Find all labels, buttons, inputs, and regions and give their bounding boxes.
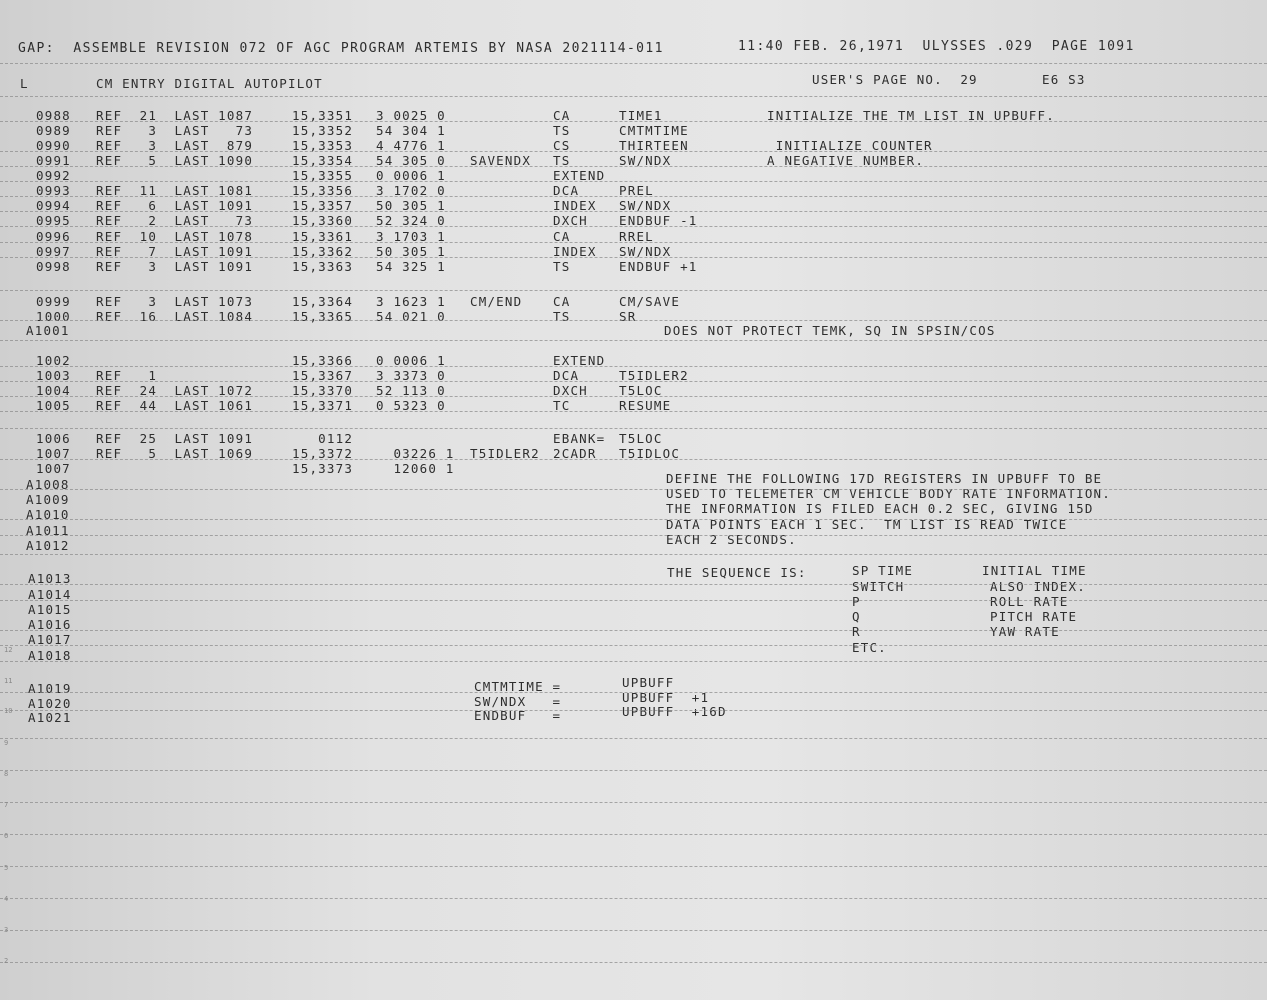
line-number: 0988: [36, 108, 71, 123]
ref-column: REF 3 LAST 879: [96, 138, 254, 153]
equate-name: SW/NDX =: [474, 694, 562, 709]
address: 15,3364: [292, 294, 354, 309]
ruled-line: [0, 63, 1267, 64]
operand: RESUME: [619, 398, 672, 413]
sequence-item: Q: [852, 609, 861, 624]
ruled-line: [0, 554, 1267, 555]
ruled-line: [0, 802, 1267, 803]
address: 15,3360: [292, 213, 354, 228]
opcode: DXCH: [553, 213, 588, 228]
address: 15,3361: [292, 229, 354, 244]
opcode: INDEX: [553, 198, 597, 213]
margin-mark: 7: [4, 801, 9, 809]
line-number: 0991: [36, 153, 71, 168]
line-number: 1007: [36, 446, 71, 461]
opcode: DCA: [553, 183, 580, 198]
ruled-line: [0, 710, 1267, 711]
octal-word: 3 1623 1: [376, 294, 446, 309]
line-number: A1010: [26, 507, 70, 522]
operand: THIRTEEN: [619, 138, 689, 153]
line-number: 0994: [36, 198, 71, 213]
ref-column: REF 25 LAST 1091: [96, 431, 254, 446]
line-number: 1007: [36, 461, 71, 476]
equate-value: UPBUFF +1: [622, 690, 710, 705]
comment: DEFINE THE FOLLOWING 17D REGISTERS IN UPBUFF TO BE: [666, 471, 1103, 486]
octal-word: 50 305 1: [376, 244, 446, 259]
operand: CM/SAVE: [619, 294, 681, 309]
octal-word: 50 305 1: [376, 198, 446, 213]
ref-column: REF 3 LAST 1091: [96, 259, 254, 274]
address: 15,3372: [292, 446, 354, 461]
sequence-description: YAW RATE: [990, 624, 1060, 639]
opcode: CA: [553, 229, 571, 244]
label: CM/END: [470, 294, 523, 309]
operand: PREL: [619, 183, 654, 198]
margin-mark: 10: [4, 707, 13, 715]
opcode: CS: [553, 138, 571, 153]
operand: SW/NDX: [619, 244, 672, 259]
ruled-line: [0, 645, 1267, 646]
octal-word: 0 0006 1: [376, 353, 446, 368]
ruled-line: [0, 600, 1267, 601]
opcode: TS: [553, 123, 571, 138]
line-number: 0993: [36, 183, 71, 198]
ruled-line: [0, 211, 1267, 212]
ruled-line: [0, 834, 1267, 835]
ruled-line: [0, 898, 1267, 899]
opcode: 2CADR: [553, 446, 597, 461]
ruled-line: [0, 692, 1267, 693]
ref-column: REF 11 LAST 1081: [96, 183, 254, 198]
operand: T5IDLER2: [619, 368, 689, 383]
address: 15,3373: [292, 461, 354, 476]
line-number: 0996: [36, 229, 71, 244]
ref-column: REF 24 LAST 1072: [96, 383, 254, 398]
sequence-item: SWITCH: [852, 579, 905, 594]
ruled-line: [0, 257, 1267, 258]
line-number: A1021: [28, 710, 72, 725]
ruled-line: [0, 770, 1267, 771]
octal-word: 3 3373 0: [376, 368, 446, 383]
octal-word: 54 305 0: [376, 153, 446, 168]
opcode: EBANK=: [553, 431, 606, 446]
ref-column: REF 16 LAST 1084: [96, 309, 254, 324]
ruled-line: [0, 320, 1267, 321]
sequence-item: SP TIME: [852, 563, 914, 578]
ref-column: REF 3 LAST 1073: [96, 294, 254, 309]
comment: DOES NOT PROTECT TEMK, SQ IN SPSIN/COS: [664, 323, 996, 338]
margin-mark: 4: [4, 895, 9, 903]
opcode: CA: [553, 294, 571, 309]
opcode: EXTEND: [553, 353, 606, 368]
octal-word: 52 324 0: [376, 213, 446, 228]
ruled-line: [0, 489, 1267, 490]
margin-mark: 6: [4, 832, 9, 840]
comment: A NEGATIVE NUMBER.: [767, 153, 925, 168]
opcode: TS: [553, 153, 571, 168]
ruled-line: [0, 584, 1267, 585]
ruled-line: [0, 121, 1267, 122]
operand: SW/NDX: [619, 153, 672, 168]
operand: CMTMTIME: [619, 123, 689, 138]
line-number: A1008: [26, 477, 70, 492]
line-number: A1013: [28, 571, 72, 586]
line-number: 0999: [36, 294, 71, 309]
line-number: 1002: [36, 353, 71, 368]
ref-column: REF 10 LAST 1078: [96, 229, 254, 244]
line-number: A1015: [28, 602, 72, 617]
operand: T5LOC: [619, 431, 663, 446]
ruled-line: [0, 366, 1267, 367]
ruled-line: [0, 519, 1267, 520]
equate-value: UPBUFF +16D: [622, 704, 727, 719]
equate-name: CMTMTIME =: [474, 679, 562, 694]
octal-word: 03226 1: [376, 446, 455, 461]
line-number: A1018: [28, 648, 72, 663]
ref-column: REF 7 LAST 1091: [96, 244, 254, 259]
octal-word: 54 304 1: [376, 123, 446, 138]
line-number: 1000: [36, 309, 71, 324]
ruled-line: [0, 151, 1267, 152]
comment: EACH 2 SECONDS.: [666, 532, 797, 547]
ruled-line: [0, 242, 1267, 243]
opcode: DXCH: [553, 383, 588, 398]
ruled-line: [0, 428, 1267, 429]
section-code: E6 S3: [1042, 72, 1086, 87]
ruled-line: [0, 290, 1267, 291]
ruled-line: [0, 381, 1267, 382]
octal-word: 52 113 0: [376, 383, 446, 398]
margin-mark: 9: [4, 739, 9, 747]
operand: RREL: [619, 229, 654, 244]
line-number: 1005: [36, 398, 71, 413]
users-page-number: USER'S PAGE NO. 29: [812, 72, 978, 87]
ruled-line: [0, 166, 1267, 167]
address: 15,3355: [292, 168, 354, 183]
address: 15,3354: [292, 153, 354, 168]
octal-word: 3 1702 0: [376, 183, 446, 198]
opcode: TS: [553, 259, 571, 274]
operand: ENDBUF -1: [619, 213, 698, 228]
line-number: 1003: [36, 368, 71, 383]
operand: ENDBUF +1: [619, 259, 698, 274]
address: 0112: [292, 431, 354, 446]
operand: SR: [619, 309, 637, 324]
label: T5IDLER2: [470, 446, 540, 461]
line-number: A1012: [26, 538, 70, 553]
page-header-left: GAP: ASSEMBLE REVISION 072 OF AGC PROGRAM ARTEMIS BY NASA 2021114-011: [18, 41, 664, 56]
ref-column: REF 6 LAST 1091: [96, 198, 254, 213]
address: 15,3356: [292, 183, 354, 198]
comment: DATA POINTS EACH 1 SEC. TM LIST IS READ TWICE: [666, 517, 1068, 532]
opcode: CA: [553, 108, 571, 123]
ref-column: REF 3 LAST 73: [96, 123, 254, 138]
equate-value: UPBUFF: [622, 675, 675, 690]
address: 15,3351: [292, 108, 354, 123]
octal-word: 54 325 1: [376, 259, 446, 274]
ref-column: REF 5 LAST 1090: [96, 153, 254, 168]
line-number: 0995: [36, 213, 71, 228]
sequence-item: R: [852, 624, 861, 639]
ruled-line: [0, 96, 1267, 97]
octal-word: 3 0025 0: [376, 108, 446, 123]
line-number: 0998: [36, 259, 71, 274]
sequence-description: ALSO INDEX.: [990, 579, 1086, 594]
line-number: A1020: [28, 696, 72, 711]
ruled-line: [0, 535, 1267, 536]
line-number: 0992: [36, 168, 71, 183]
operand: T5LOC: [619, 383, 663, 398]
ref-column: REF 44 LAST 1061: [96, 398, 254, 413]
ref-column: REF 1: [96, 368, 158, 383]
opcode: TS: [553, 309, 571, 324]
margin-mark: 3: [4, 926, 9, 934]
ruled-line: [0, 738, 1267, 739]
line-number: 1004: [36, 383, 71, 398]
line-number: A1009: [26, 492, 70, 507]
octal-word: 0 0006 1: [376, 168, 446, 183]
address: 15,3353: [292, 138, 354, 153]
label: SAVENDX: [470, 153, 532, 168]
equate-name: ENDBUF =: [474, 708, 562, 723]
octal-word: 12060 1: [376, 461, 455, 476]
ruled-line: [0, 340, 1267, 341]
sequence-description: ROLL RATE: [990, 594, 1069, 609]
line-number: 0997: [36, 244, 71, 259]
operand: SW/NDX: [619, 198, 672, 213]
comment: INITIALIZE THE TM LIST IN UPBUFF.: [767, 108, 1055, 123]
line-number: A1014: [28, 587, 72, 602]
ruled-line: [0, 411, 1267, 412]
address: 15,3370: [292, 383, 354, 398]
sequence-item: P: [852, 594, 861, 609]
opcode: EXTEND: [553, 168, 606, 183]
margin-mark: 8: [4, 770, 9, 778]
line-number: 0989: [36, 123, 71, 138]
sequence-item: ETC.: [852, 640, 887, 655]
octal-word: 54 021 0: [376, 309, 446, 324]
octal-word: 3 1703 1: [376, 229, 446, 244]
operand: TIME1: [619, 108, 663, 123]
octal-word: 0 5323 0: [376, 398, 446, 413]
margin-mark: 12: [4, 646, 13, 654]
ruled-line: [0, 930, 1267, 931]
line-number: A1011: [26, 523, 70, 538]
line-number: A1017: [28, 632, 72, 647]
sequence-description: PITCH RATE: [990, 609, 1078, 624]
margin-mark: 2: [4, 957, 9, 965]
address: 15,3366: [292, 353, 354, 368]
ref-column: REF 21 LAST 1087: [96, 108, 254, 123]
line-number: A1019: [28, 681, 72, 696]
comment: INITIALIZE COUNTER: [767, 138, 933, 153]
ref-column: REF 2 LAST 73: [96, 213, 254, 228]
line-number: 0990: [36, 138, 71, 153]
opcode: TC: [553, 398, 571, 413]
sequence-description: INITIAL TIME: [982, 563, 1087, 578]
ruled-line: [0, 181, 1267, 182]
opcode: DCA: [553, 368, 580, 383]
address: 15,3352: [292, 123, 354, 138]
octal-word: 4 4776 1: [376, 138, 446, 153]
line-number: A1016: [28, 617, 72, 632]
ruled-line: [0, 396, 1267, 397]
comment: USED TO TELEMETER CM VEHICLE BODY RATE INFORMATION.: [666, 486, 1112, 501]
line-number: 1006: [36, 431, 71, 446]
ruled-line: [0, 226, 1267, 227]
address: 15,3357: [292, 198, 354, 213]
address: 15,3371: [292, 398, 354, 413]
address: 15,3363: [292, 259, 354, 274]
line-number: A1001: [26, 323, 70, 338]
margin-mark: 5: [4, 864, 9, 872]
margin-mark: 11: [4, 677, 13, 685]
ruled-line: [0, 459, 1267, 460]
sequence-intro: THE SEQUENCE IS:: [667, 565, 807, 580]
ruled-line: [0, 630, 1267, 631]
address: 15,3362: [292, 244, 354, 259]
ruled-line: [0, 866, 1267, 867]
ref-column: REF 5 LAST 1069: [96, 446, 254, 461]
comment: THE INFORMATION IS FILED EACH 0.2 SEC, GIVING 15D: [666, 501, 1094, 516]
address: 15,3367: [292, 368, 354, 383]
opcode: INDEX: [553, 244, 597, 259]
section-title: CM ENTRY DIGITAL AUTOPILOT: [96, 76, 323, 91]
page-header-right: 11:40 FEB. 26,1971 ULYSSES .029 PAGE 1091: [738, 39, 1135, 54]
ruled-line: [0, 962, 1267, 963]
ruled-line: [0, 196, 1267, 197]
column-letter: L: [20, 76, 29, 91]
operand: T5IDLOC: [619, 446, 681, 461]
ruled-line: [0, 661, 1267, 662]
address: 15,3365: [292, 309, 354, 324]
